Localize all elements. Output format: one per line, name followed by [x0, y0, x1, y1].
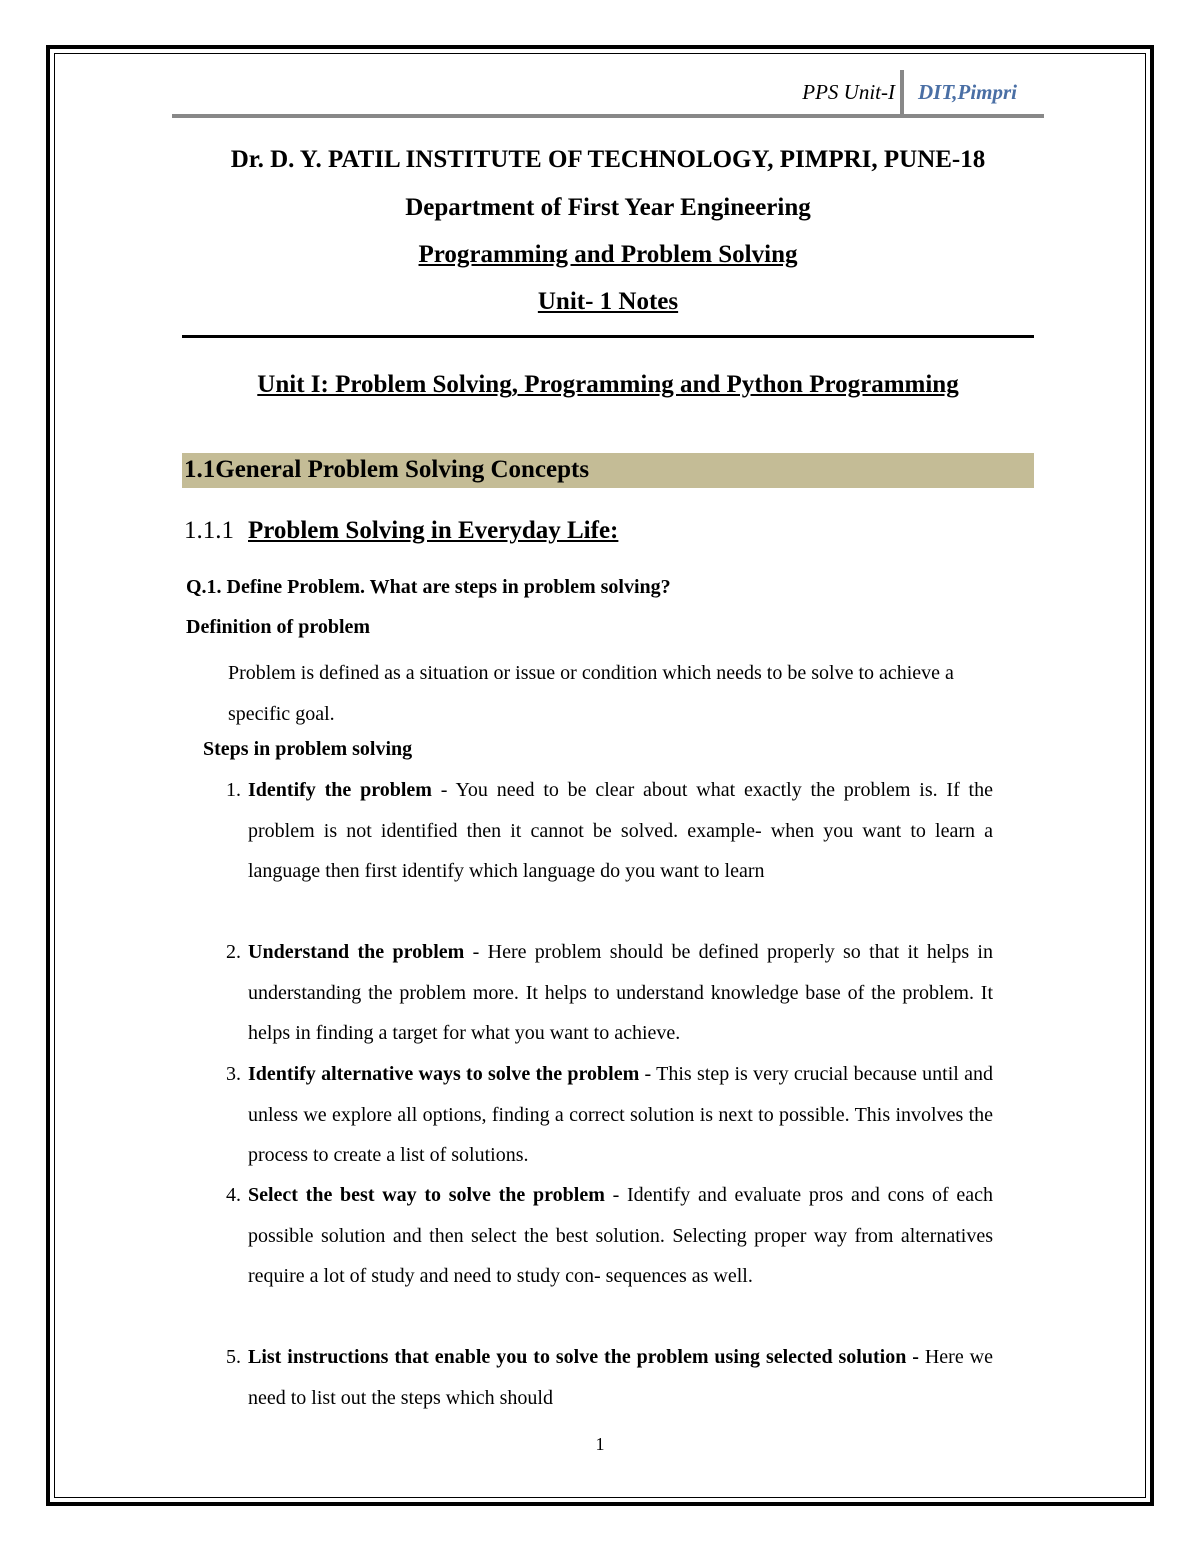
list-item: [226, 770, 993, 892]
subject-title: Programming and Problem Solving: [418, 241, 798, 268]
list-item-title: Identify the problem: [248, 779, 432, 801]
definition-heading: Definition of problem: [186, 616, 371, 638]
list-item-text: - Here problem should be defined properly so that it helps in understanding the problem more. It helps to understand knowledge base of the problem. It helps in finding a target for what you want to achieve.: [248, 941, 993, 1044]
list-item: [226, 932, 993, 1054]
steps-heading: Steps in problem solving: [203, 738, 413, 760]
list-item-text: - This step is very crucial because until and unless we explore all options, finding a correct solution is next to possible. This involves the process to create a list of solutions.: [248, 1063, 993, 1166]
page-number: 1: [595, 1434, 605, 1454]
department-title: Department of First Year Engineering: [405, 194, 811, 221]
question: Q.1. Define Problem. What are steps in problem solving?: [186, 576, 671, 598]
definition-text: Problem is defined as a situation or issue or condition which needs to be solve to achieve a specific goal.: [228, 662, 954, 725]
subsection-number: 1.1.1: [184, 517, 234, 544]
list-item: [226, 1054, 993, 1176]
list-item-number: 1.: [226, 779, 241, 801]
institute-title: Dr. D. Y. PATIL INSTITUTE OF TECHNOLOGY, PIMPRI, PUNE-18: [230, 146, 986, 173]
list-item-number: 4.: [226, 1184, 241, 1206]
header-institute: DIT,Pimpri: [918, 80, 1017, 104]
list-item-text: Here we need to list out the steps which should: [248, 1346, 993, 1409]
list-item-text: - Identify and evaluate pros and cons of each possible solution and then select the best solution. Selecting proper way from alternatives require a lot of study and need to study con- sequences as well.: [248, 1184, 993, 1287]
subsection-heading: [184, 517, 618, 545]
list-item-title: Identify alternative ways to solve the problem: [248, 1063, 640, 1085]
subsection-title: Problem Solving in Everyday Life:: [248, 517, 619, 544]
list-item-title: List instructions that enable you to solve the problem using selected solution -: [248, 1346, 919, 1368]
list-item-title: Understand the problem: [248, 941, 465, 963]
title-rule: [182, 335, 1034, 338]
list-item-number: 2.: [226, 941, 241, 963]
header-separator: [900, 70, 904, 114]
unit-heading: Unit I: Problem Solving, Programming and Python Programming: [257, 371, 959, 398]
list-item: [226, 1175, 993, 1297]
list-item-title: Select the best way to solve the problem: [248, 1184, 605, 1206]
notes-title: Unit- 1 Notes: [537, 288, 679, 315]
section-heading: 1.1General Problem Solving Concepts: [184, 456, 590, 483]
header-unit-label: PPS Unit-I: [802, 80, 895, 104]
list-item: [226, 1337, 993, 1418]
list-item-number: 5.: [226, 1346, 241, 1368]
list-item-text: - You need to be clear about what exactly the problem is. If the problem is not identified then it cannot be solved. example- when you want to learn a language then first identify which language do you want to learn: [248, 779, 993, 882]
list-item-number: 3.: [226, 1063, 241, 1085]
header-rule: [172, 114, 1044, 118]
